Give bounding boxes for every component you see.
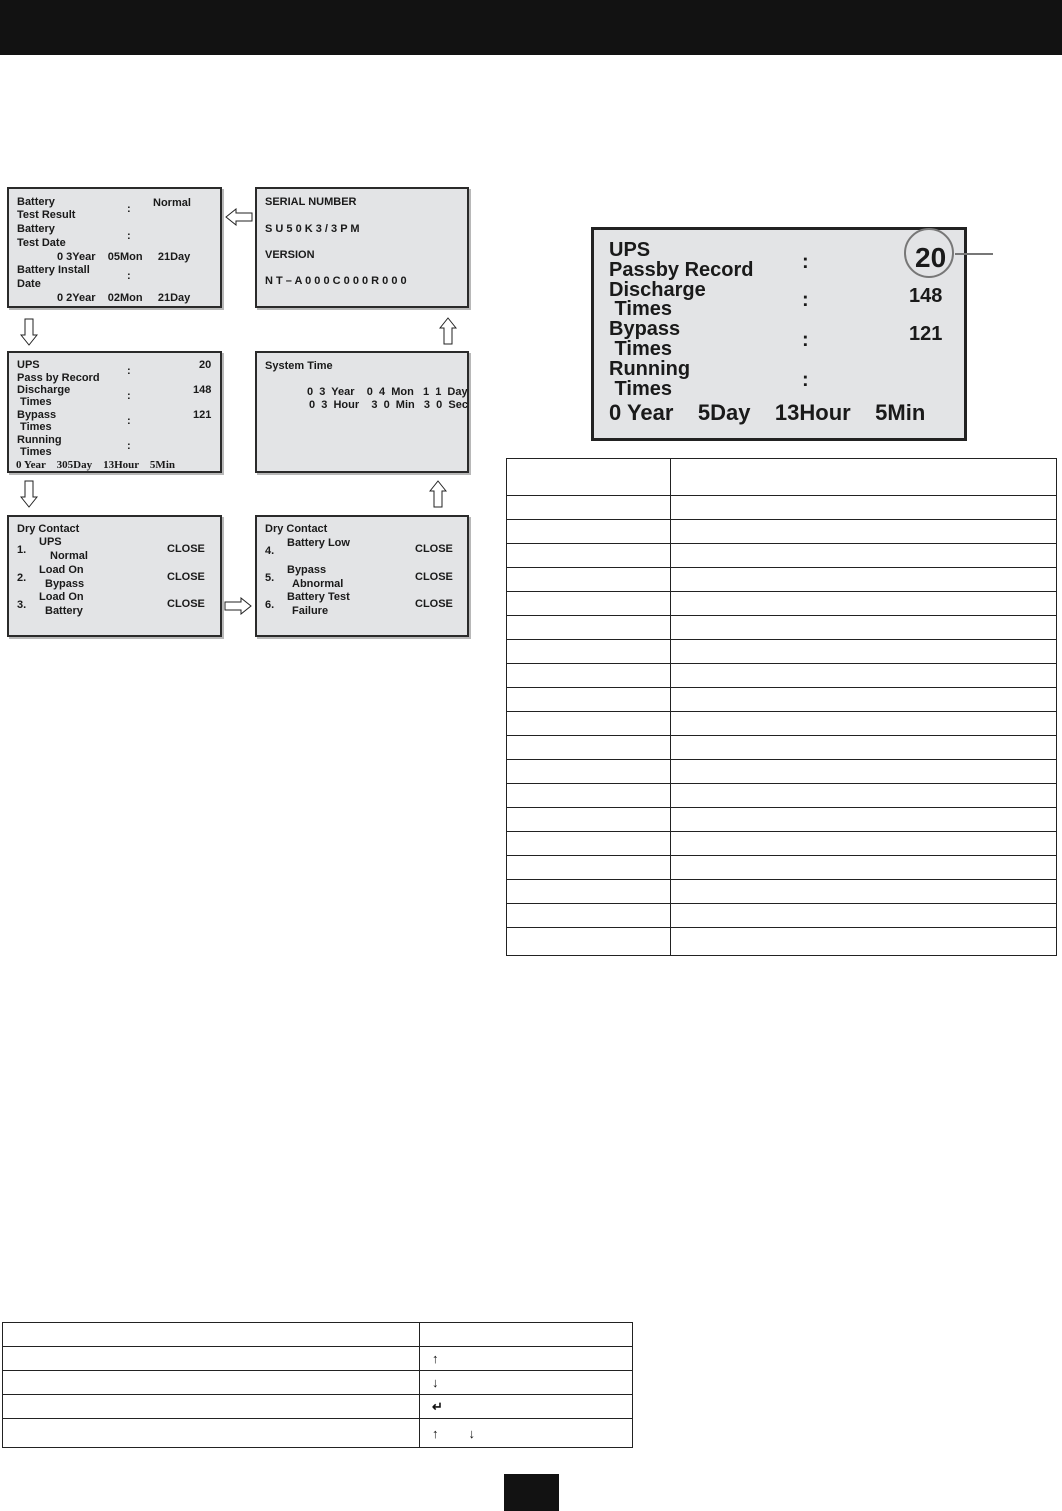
test-date-label-2: Test Date [17,237,66,249]
table-cell [3,1323,420,1347]
table-row [507,784,1057,808]
test-date-label-1: Battery [17,223,55,235]
dry-contact-title: Dry Contact [17,523,80,535]
table-cell [420,1419,633,1448]
up-arrow-key-icon: ↑ [432,1425,439,1441]
running-label-1: Running [609,358,691,380]
install-date-label-2: Date [17,278,41,290]
callout-leader-line [955,253,993,255]
discharge-value: 148 [909,285,943,307]
ups-record-value: 20 [915,242,947,273]
table-cell [420,1323,633,1347]
colon: : [802,369,809,391]
running-value: 0 Year 305Day 13Hour 5Min [16,459,175,471]
table-row [507,808,1057,832]
system-time-screen [255,351,469,473]
table-row [507,856,1057,880]
table-cell [507,688,671,712]
table-cell [671,880,1057,904]
contact-state: CLOSE [167,543,205,555]
table-cell [671,688,1057,712]
arrow-down-icon [20,318,38,346]
bypass-label-1: Bypass [609,318,681,340]
dry-contact-screen-2 [255,515,469,637]
table-cell [671,928,1057,956]
system-time-label: System Time [265,360,333,372]
table-cell [507,784,671,808]
serial-number-value: S U 5 0 K 3 / 3 P M [265,223,360,235]
table-cell [671,712,1057,736]
table-cell [420,1347,633,1371]
discharge-label-2: Times [17,396,52,408]
contact-state: CLOSE [167,571,205,583]
table-cell [507,808,671,832]
down-arrow-key-icon: ↓ [432,1375,439,1390]
table-row [507,712,1057,736]
table-cell [671,784,1057,808]
discharge-label-1: Discharge [17,384,71,396]
bypass-label-1: Bypass [17,409,57,421]
ups-label-2: Pass by Record [17,372,100,384]
contact-number: 2. [17,572,27,584]
serial-version-screen [255,187,469,308]
table-cell [507,904,671,928]
version-value: N T – A 0 0 0 C 0 0 0 R 0 0 0 [265,275,407,287]
battery-result-value: Normal [153,197,191,209]
bypass-label-2: Times [17,421,52,433]
table-cell [671,856,1057,880]
table-cell [507,640,671,664]
table-cell [671,904,1057,928]
table-cell [507,616,671,640]
table-row [507,832,1057,856]
key-function-table [2,1322,633,1448]
table-cell [671,664,1057,688]
contact-label-1: Load On [39,564,84,576]
contact-label-2: Failure [292,605,329,617]
contact-number: 6. [265,599,275,611]
table-row [507,736,1057,760]
contact-label-2: Normal [50,550,88,562]
table-row [507,496,1057,520]
table-cell [671,808,1057,832]
bypass-label-2: Times [609,338,672,360]
table-cell [420,1371,633,1395]
dry-contact-screen-1 [7,515,222,637]
contact-state: CLOSE [415,598,453,610]
table-cell [507,459,671,496]
callout-circle [904,228,954,278]
contact-state: CLOSE [415,543,453,555]
table-cell [671,616,1057,640]
ups-label-2: Passby Record [609,259,754,281]
table-cell [671,832,1057,856]
table-cell [507,568,671,592]
table-cell [671,760,1057,784]
discharge-value: 148 [193,384,212,396]
enter-key-icon: ↵ [432,1398,443,1414]
colon: : [802,289,809,311]
top-bar [0,0,1062,55]
page-number-box [504,1474,559,1511]
table-row [507,520,1057,544]
colon: : [802,329,809,351]
contact-label-2: Bypass [45,578,85,590]
bypass-value: 121 [909,323,943,345]
table-cell [507,736,671,760]
bypass-value: 121 [193,409,212,421]
contact-label-1: Battery Low [287,537,350,549]
test-date-value: 0 3Year 05Mon 21Day [57,251,191,263]
table-row [507,904,1057,928]
contact-number: 1. [17,544,27,556]
arrow-up-icon [429,480,447,508]
table-cell [3,1419,420,1448]
arrow-right-icon [224,597,252,615]
table-row [3,1347,633,1371]
table-cell [3,1371,420,1395]
battery-result-label-1: Battery [17,196,55,208]
colon: : [127,415,131,427]
table-cell [671,640,1057,664]
table-header-row [507,459,1057,496]
table-cell [507,664,671,688]
colon: : [127,203,131,215]
running-label-1: Running [17,434,62,446]
colon: : [127,230,131,242]
install-date-label-1: Battery Install [17,264,90,276]
down-arrow-key-icon: ↓ [468,1425,475,1441]
colon: : [127,390,131,402]
version-label: VERSION [265,249,315,261]
contact-number: 4. [265,545,275,557]
install-date-value: 0 2Year 02Mon 21Day [57,292,191,304]
colon: : [802,251,809,273]
arrow-left-icon [225,208,253,226]
table-cell [507,592,671,616]
table-cell [671,736,1057,760]
table-cell [507,928,671,956]
contact-number: 3. [17,599,27,611]
contact-label-1: Battery Test [287,591,350,603]
table-row [507,544,1057,568]
contact-state: CLOSE [167,598,205,610]
contact-label-1: Load On [39,591,84,603]
ups-record-value: 20 [199,359,212,371]
table-row [3,1419,633,1448]
arrow-up-icon [439,317,457,345]
contact-label-2: Battery [45,605,83,617]
contact-number: 5. [265,572,275,584]
table-row [3,1371,633,1395]
table-row [507,592,1057,616]
table-cell [3,1395,420,1419]
table-row [507,880,1057,904]
table-row [507,928,1057,956]
description-table [506,458,1057,956]
table-cell [671,544,1057,568]
discharge-label-1: Discharge [609,279,706,301]
table-cell [507,880,671,904]
colon: : [127,440,131,452]
contact-label-1: Bypass [287,564,327,576]
table-cell [507,832,671,856]
colon: : [127,365,131,377]
up-arrow-key-icon: ↑ [432,1351,439,1366]
colon: : [127,270,131,282]
system-date-value: 0 3 Year 0 4 Mon 1 1 Day [307,386,468,398]
table-cell [507,760,671,784]
table-row [507,640,1057,664]
table-cell [671,592,1057,616]
battery-result-label-2: Test Result [17,209,76,221]
contact-label-2: Abnormal [292,578,344,590]
running-value: 0 Year 5Day 13Hour 5Min [609,400,926,425]
discharge-label-2: Times [609,298,672,320]
table-cell [3,1347,420,1371]
contact-label-1: UPS [39,536,62,548]
table-cell [671,459,1057,496]
ups-label-1: UPS [609,239,651,261]
table-row [507,616,1057,640]
table-row [507,688,1057,712]
arrow-down-icon [20,480,38,508]
ups-record-screen [7,351,222,473]
ups-label-1: UPS [17,359,40,371]
table-cell [507,544,671,568]
running-label-2: Times [609,378,672,400]
table-row [507,568,1057,592]
table-row [507,760,1057,784]
serial-number-label: SERIAL NUMBER [265,196,357,208]
dry-contact-title: Dry Contact [265,523,328,535]
table-cell [671,496,1057,520]
table-cell [507,856,671,880]
table-cell [507,520,671,544]
contact-state: CLOSE [415,571,453,583]
table-header-row [3,1323,633,1347]
table-cell [420,1395,633,1419]
table-cell [507,496,671,520]
table-cell [671,520,1057,544]
table-cell [507,712,671,736]
table-cell [671,568,1057,592]
table-row [507,664,1057,688]
battery-info-screen [7,187,222,308]
table-row [3,1395,633,1419]
system-time-value: 0 3 Hour 3 0 Min 3 0 Sec [309,399,468,411]
running-label-2: Times [17,446,52,458]
